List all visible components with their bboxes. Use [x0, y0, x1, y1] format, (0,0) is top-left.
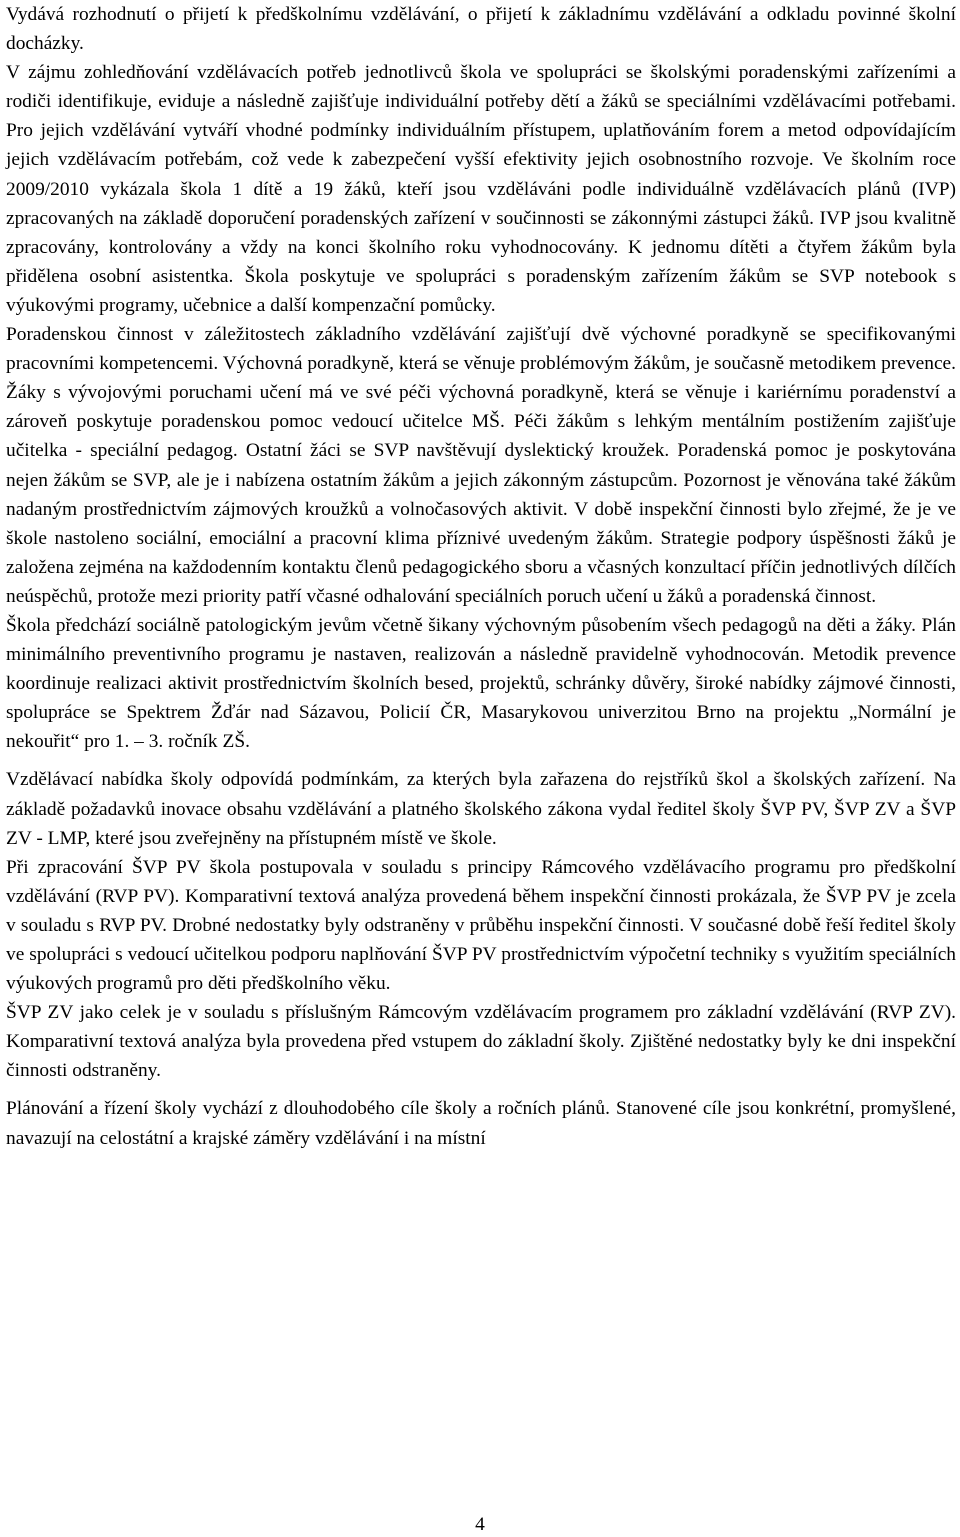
paragraph-special-needs: V zájmu zohledňování vzdělávacích potřeb jednotlivců škola ve spolupráci se školskými poradenskými zařízeními a rodiči identifikuje, eviduje a následně zajišťuje individuální potřeby dětí a žáků se speciálními vzdělávacími potřebami. Pro jejich vzdělávání vytváří vhodné podmínky individuálním přístupem, uplatňováním forem a metod odpovídajícím jejich vzdělávacím potřebám, což vede k zabezpečení vyšší efektivity jejich osobnostního rozvoje. Ve školním roce 2009/2010 vykázala škola 1 dítě a 19 žáků, kteří jsou vzděláváni podle individuálně vzdělávacích plánů (IVP) zpracovaných na základě doporučení poradenských zařízení v součinnosti se zákonnými zástupci žáků. IVP jsou kvalitně zpracovány, kontrolovány a vždy na konci školního roku vyhodnocovány. K jednomu dítěti a čtyřem žákům byla přidělena osobní asistentka. Škola poskytuje ve spolupráci s poradenským zařízením žákům se SVP notebook s výukovými programy, učebnice a další kompenzační pomůcky. [6, 62, 956, 316]
paragraph-svp-pv: Při zpracování ŠVP PV škola postupovala v souladu s principy Rámcového vzdělávacího programu pro předškolní vzdělávání (RVP PV). Komparativní textová analýza provedená během inspekční činnosti prokázala, že ŠVP PV je zcela v souladu s RVP PV. Drobné nedostatky byly odstraněny v průběhu inspekční činnosti. V současné době řeší ředitel školy ve spolupráci s vedoucí učitelkou podporu naplňování ŠVP PV prostřednictvím výpočetní techniky s využitím speciálních výukových programů pro děti předškolního věku. [6, 856, 956, 995]
page-number: 4 [475, 1514, 485, 1535]
paragraph-counseling: Poradenskou činnost v záležitostech základního vzdělávání zajišťují dvě výchovné poradkyně se specifikovanými pracovními kompetencemi. Výchovná poradkyně, která se věnuje problémovým žákům, je současně metodikem prevence. Žáky s vývojovými poruchami učení má ve své péči výchovná poradkyně, která se věnuje i kariérnímu poradenství a zároveň poskytuje poradenskou pomoc vedoucí učitelce MŠ. Péči žákům s lehkým mentálním postižením zajišťuje učitelka - speciální pedagog. Ostatní žáci se SVP navštěvují dyslektický kroužek. Poradenská pomoc je poskytována nejen žákům se SVP, ale je i nabízena ostatním žákům a jejich zákonným zástupcům. Pozornost je věnována také žákům nadaným prostřednictvím zájmových kroužků a volnočasových aktivit. V době inspekční činnosti bylo zřejmé, že je ve škole nastoleno sociální, emociální a pracovní klima příznivé uvedeným žákům. Strategie podpory úspěšnosti žáků je založena zejména na každodenním kontaktu členů pedagogického sboru a včasných konzultací příčin jednotlivých dílčích neúspěchů, protože mezi priority patří včasné odhalování speciálních poruch učení u žáků a poradenská činnost. [6, 324, 956, 607]
paragraph-svp-zv: ŠVP ZV jako celek je v souladu s příslušným Rámcovým vzdělávacím programem pro základní vzdělávání (RVP ZV). Komparativní textová analýza byla provedena před vstupem do základní školy. Zjištěné nedostatky byly ke dni inspekční činnosti odstraněny. [6, 1002, 956, 1082]
paragraph-planning: Plánování a řízení školy vychází z dlouhodobého cíle školy a ročních plánů. Stanovené cíle jsou konkrétní, promyšlené, navazují na celostátní a krajské záměry vzdělávání i na místní [6, 1098, 956, 1149]
paragraph-prevention: Škola předchází sociálně patologickým jevům včetně šikany výchovným působením všech pedagogů na děti a žáky. Plán minimálního preventivního programu je nastaven, realizován a následně pravidelně vyhodnocován. Metodik prevence koordinuje realizaci aktivit prostřednictvím školních besed, projektů, schránky důvěry, široké nabídky zájmové činnosti, spolupráce se Spektrem Žďár nad Sázavou, Policií ČR, Masarykovou univerzitou Brno na projektu „Normální je nekouřit“ pro 1. – 3. ročník ZŠ. [6, 614, 956, 753]
paragraph-educational-offer: Vzdělávací nabídka školy odpovídá podmínkám, za kterých byla zařazena do rejstříků škol a školských zařízení. Na základě požadavků inovace obsahu vzdělávání a platného školského zákona vydal ředitel školy ŠVP PV, ŠVP ZV a ŠVP ZV - LMP, které jsou zveřejněny na přístupném místě ve škole. [6, 769, 956, 849]
document-page [6, 0, 956, 1153]
paragraph-admission-decisions: Vydává rozhodnutí o přijetí k předškolnímu vzdělávání, o přijetí k základnímu vzdělávání a odkladu povinné školní docházky. [6, 4, 956, 55]
